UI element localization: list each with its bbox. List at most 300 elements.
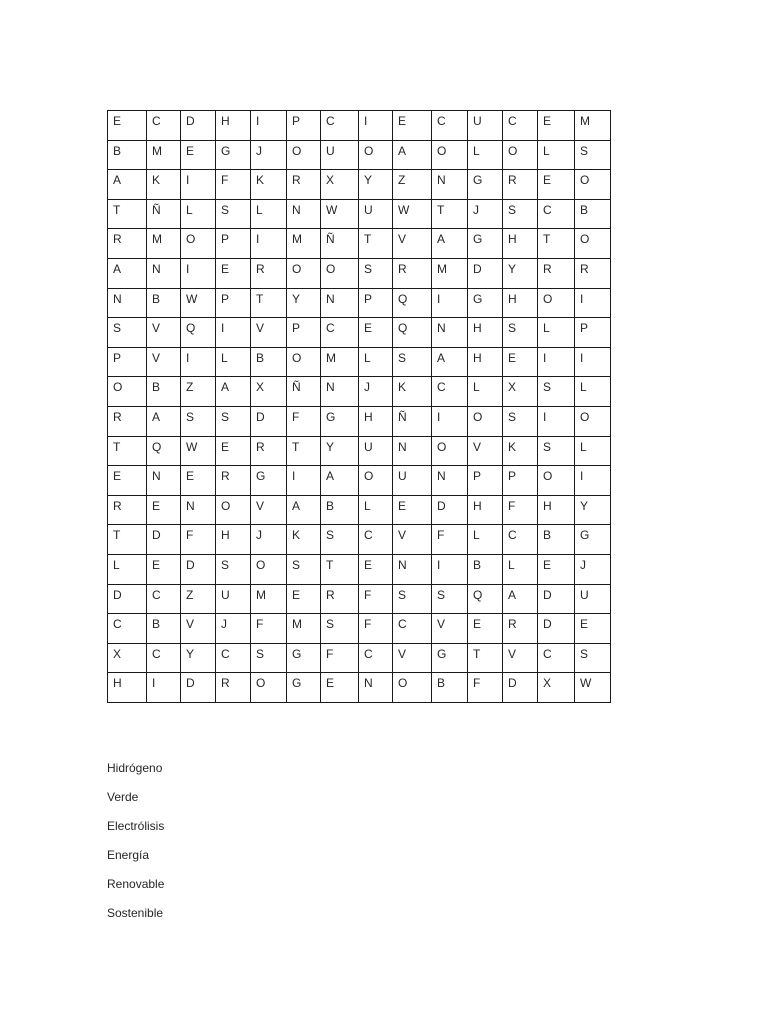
grid-cell: R [108, 406, 147, 436]
grid-cell: E [393, 495, 432, 525]
grid-cell: M [287, 229, 321, 259]
grid-cell: O [359, 466, 393, 496]
grid-cell: N [321, 377, 359, 407]
grid-cell: S [538, 436, 575, 466]
grid-cell: E [538, 111, 575, 141]
grid-cell: E [503, 347, 538, 377]
grid-cell: N [321, 288, 359, 318]
grid-cell: T [251, 288, 287, 318]
grid-cell: S [108, 318, 147, 348]
grid-cell: M [147, 140, 181, 170]
grid-cell: C [393, 614, 432, 644]
grid-cell: G [432, 643, 468, 673]
grid-cell: E [181, 466, 216, 496]
grid-cell: M [147, 229, 181, 259]
grid-cell: A [432, 229, 468, 259]
grid-cell: R [108, 495, 147, 525]
grid-cell: O [432, 436, 468, 466]
grid-row [108, 554, 611, 584]
grid-cell: G [216, 140, 251, 170]
grid-cell: B [251, 347, 287, 377]
grid-cell: A [321, 466, 359, 496]
grid-cell: B [538, 525, 575, 555]
grid-cell: C [538, 199, 575, 229]
grid-cell: F [359, 614, 393, 644]
grid-cell: L [538, 140, 575, 170]
grid-cell: U [468, 111, 503, 141]
grid-cell: V [503, 643, 538, 673]
grid-cell: Q [468, 584, 503, 614]
grid-cell: F [251, 614, 287, 644]
grid-cell: N [393, 554, 432, 584]
word-list-item: Verde [107, 790, 139, 804]
grid-cell: J [251, 140, 287, 170]
grid-cell: B [108, 140, 147, 170]
grid-cell: N [181, 495, 216, 525]
grid-cell: S [321, 614, 359, 644]
grid-cell: L [359, 495, 393, 525]
grid-cell: C [359, 643, 393, 673]
grid-cell: F [359, 584, 393, 614]
grid-cell: P [287, 111, 321, 141]
grid-cell: S [503, 318, 538, 348]
grid-cell: B [147, 377, 181, 407]
grid-cell: I [216, 318, 251, 348]
grid-cell: S [181, 406, 216, 436]
grid-cell: Z [181, 377, 216, 407]
grid-cell: R [538, 258, 575, 288]
grid-cell: H [468, 347, 503, 377]
grid-cell: O [468, 406, 503, 436]
grid-cell: R [393, 258, 432, 288]
grid-cell: O [251, 554, 287, 584]
grid-cell: C [108, 614, 147, 644]
grid-row [108, 584, 611, 614]
grid-row [108, 318, 611, 348]
grid-cell: M [575, 111, 611, 141]
grid-cell: S [393, 347, 432, 377]
grid-cell: T [108, 199, 147, 229]
grid-row [108, 406, 611, 436]
grid-cell: U [359, 199, 393, 229]
grid-cell: Y [575, 495, 611, 525]
word-list-item: Energía [107, 848, 150, 862]
grid-cell: S [575, 140, 611, 170]
grid-cell: E [108, 466, 147, 496]
grid-cell: S [251, 643, 287, 673]
grid-cell: B [321, 495, 359, 525]
grid-cell: V [147, 347, 181, 377]
grid-cell: A [147, 406, 181, 436]
grid-cell: C [359, 525, 393, 555]
grid-cell: J [251, 525, 287, 555]
grid-cell: O [432, 140, 468, 170]
grid-cell: V [251, 495, 287, 525]
grid-cell: C [147, 643, 181, 673]
grid-row [108, 347, 611, 377]
grid-cell: R [575, 258, 611, 288]
grid-cell: E [216, 436, 251, 466]
grid-cell: L [359, 347, 393, 377]
grid-cell: N [147, 466, 181, 496]
grid-cell: F [432, 525, 468, 555]
grid-cell: Ñ [321, 229, 359, 259]
grid-cell: I [251, 229, 287, 259]
grid-cell: H [359, 406, 393, 436]
grid-cell: I [251, 111, 287, 141]
grid-cell: I [575, 466, 611, 496]
grid-cell: O [538, 288, 575, 318]
grid-cell: D [468, 258, 503, 288]
grid-cell: B [147, 288, 181, 318]
grid-cell: C [216, 643, 251, 673]
grid-cell: I [575, 288, 611, 318]
grid-cell: O [575, 229, 611, 259]
grid-cell: K [503, 436, 538, 466]
grid-cell: V [147, 318, 181, 348]
grid-cell: T [359, 229, 393, 259]
grid-row [108, 673, 611, 703]
grid-cell: A [503, 584, 538, 614]
grid-cell: H [538, 495, 575, 525]
grid-row [108, 525, 611, 555]
grid-cell: J [359, 377, 393, 407]
grid-cell: Q [181, 318, 216, 348]
grid-cell: V [393, 643, 432, 673]
grid-cell: I [287, 466, 321, 496]
grid-row [108, 140, 611, 170]
grid-cell: F [321, 643, 359, 673]
grid-cell: I [575, 347, 611, 377]
grid-cell: B [575, 199, 611, 229]
grid-cell: A [108, 170, 147, 200]
grid-cell: A [393, 140, 432, 170]
grid-cell: X [251, 377, 287, 407]
grid-cell: P [468, 466, 503, 496]
grid-cell: B [432, 673, 468, 703]
word-list [107, 760, 164, 934]
grid-cell: G [287, 673, 321, 703]
grid-cell: L [575, 436, 611, 466]
grid-cell: T [287, 436, 321, 466]
grid-cell: L [108, 554, 147, 584]
grid-cell: A [216, 377, 251, 407]
grid-cell: O [287, 140, 321, 170]
grid-cell: S [216, 406, 251, 436]
grid-cell: E [216, 258, 251, 288]
grid-cell: U [359, 436, 393, 466]
grid-cell: X [503, 377, 538, 407]
grid-cell: E [538, 170, 575, 200]
grid-cell: E [359, 554, 393, 584]
grid-cell: I [181, 347, 216, 377]
grid-cell: B [147, 614, 181, 644]
grid-cell: V [251, 318, 287, 348]
grid-cell: N [147, 258, 181, 288]
grid-cell: C [503, 525, 538, 555]
word-list-item: Renovable [107, 877, 165, 891]
grid-cell: N [432, 170, 468, 200]
grid-cell: H [503, 288, 538, 318]
grid-cell: O [216, 495, 251, 525]
grid-cell: Y [359, 170, 393, 200]
grid-cell: I [147, 673, 181, 703]
grid-cell: A [287, 495, 321, 525]
grid-cell: T [468, 643, 503, 673]
grid-cell: X [108, 643, 147, 673]
grid-cell: N [287, 199, 321, 229]
grid-cell: I [432, 288, 468, 318]
grid-cell: A [432, 347, 468, 377]
grid-cell: A [108, 258, 147, 288]
grid-cell: T [108, 525, 147, 555]
grid-cell: S [503, 199, 538, 229]
grid-cell: S [216, 199, 251, 229]
grid-cell: E [393, 111, 432, 141]
grid-cell: C [147, 111, 181, 141]
grid-cell: J [216, 614, 251, 644]
grid-cell: P [575, 318, 611, 348]
grid-cell: E [147, 495, 181, 525]
grid-cell: S [393, 584, 432, 614]
grid-cell: I [432, 554, 468, 584]
grid-cell: O [181, 229, 216, 259]
grid-cell: P [108, 347, 147, 377]
grid-cell: U [575, 584, 611, 614]
grid-cell: V [393, 525, 432, 555]
grid-cell: Y [287, 288, 321, 318]
grid-cell: E [468, 614, 503, 644]
grid-cell: E [147, 554, 181, 584]
grid-cell: C [147, 584, 181, 614]
grid-cell: D [181, 554, 216, 584]
grid-row [108, 288, 611, 318]
grid-cell: I [181, 170, 216, 200]
grid-cell: L [503, 554, 538, 584]
grid-cell: F [287, 406, 321, 436]
grid-cell: R [287, 170, 321, 200]
grid-cell: V [181, 614, 216, 644]
grid-cell: F [216, 170, 251, 200]
grid-cell: J [468, 199, 503, 229]
grid-cell: N [359, 673, 393, 703]
grid-cell: K [393, 377, 432, 407]
grid-cell: L [181, 199, 216, 229]
grid-cell: I [538, 347, 575, 377]
grid-cell: O [538, 466, 575, 496]
grid-cell: F [468, 673, 503, 703]
grid-cell: Y [503, 258, 538, 288]
grid-cell: M [321, 347, 359, 377]
grid-cell: H [468, 495, 503, 525]
grid-cell: R [251, 258, 287, 288]
grid-cell: S [216, 554, 251, 584]
grid-row [108, 436, 611, 466]
grid-cell: G [575, 525, 611, 555]
word-list-item: Electrólisis [107, 819, 165, 833]
grid-cell: E [538, 554, 575, 584]
grid-cell: C [503, 111, 538, 141]
grid-cell: L [468, 377, 503, 407]
grid-cell: W [181, 288, 216, 318]
grid-cell: L [251, 199, 287, 229]
grid-cell: S [575, 643, 611, 673]
grid-cell: K [147, 170, 181, 200]
grid-cell: R [108, 229, 147, 259]
grid-cell: P [359, 288, 393, 318]
grid-row [108, 643, 611, 673]
grid-cell: Y [321, 436, 359, 466]
grid-cell: Y [181, 643, 216, 673]
grid-row [108, 199, 611, 229]
grid-cell: Q [393, 318, 432, 348]
grid-cell: F [181, 525, 216, 555]
grid-cell: Z [393, 170, 432, 200]
grid-cell: V [393, 229, 432, 259]
grid-cell: R [216, 466, 251, 496]
word-search-grid [107, 110, 611, 703]
grid-cell: I [432, 406, 468, 436]
grid-cell: Q [147, 436, 181, 466]
grid-cell: L [468, 140, 503, 170]
grid-cell: D [538, 584, 575, 614]
grid-cell: W [321, 199, 359, 229]
grid-cell: N [432, 318, 468, 348]
grid-cell: S [432, 584, 468, 614]
grid-cell: U [393, 466, 432, 496]
grid-cell: S [287, 554, 321, 584]
grid-cell: K [287, 525, 321, 555]
grid-cell: E [181, 140, 216, 170]
grid-cell: H [468, 318, 503, 348]
grid-cell: B [468, 554, 503, 584]
grid-cell: O [287, 258, 321, 288]
grid-row [108, 258, 611, 288]
grid-cell: E [359, 318, 393, 348]
grid-cell: R [503, 170, 538, 200]
grid-cell: E [321, 673, 359, 703]
grid-row [108, 170, 611, 200]
grid-cell: C [432, 111, 468, 141]
grid-cell: J [575, 554, 611, 584]
grid-cell: H [108, 673, 147, 703]
grid-cell: O [393, 673, 432, 703]
grid-cell: X [321, 170, 359, 200]
grid-cell: R [321, 584, 359, 614]
grid-cell: W [393, 199, 432, 229]
grid-cell: D [108, 584, 147, 614]
grid-cell: N [108, 288, 147, 318]
grid-cell: D [181, 673, 216, 703]
grid-cell: L [538, 318, 575, 348]
grid-cell: P [287, 318, 321, 348]
grid-cell: H [216, 111, 251, 141]
grid-cell: T [108, 436, 147, 466]
grid-cell: O [575, 170, 611, 200]
grid-cell: M [432, 258, 468, 288]
grid-cell: D [432, 495, 468, 525]
grid-cell: N [432, 466, 468, 496]
grid-cell: V [432, 614, 468, 644]
grid-cell: C [538, 643, 575, 673]
grid-cell: P [216, 288, 251, 318]
grid-cell: Ñ [287, 377, 321, 407]
grid-cell: U [216, 584, 251, 614]
grid-cell: G [321, 406, 359, 436]
grid-cell: S [359, 258, 393, 288]
grid-cell: E [108, 111, 147, 141]
grid-cell: S [503, 406, 538, 436]
grid-cell: W [181, 436, 216, 466]
grid-cell: R [503, 614, 538, 644]
grid-cell: I [538, 406, 575, 436]
grid-cell: R [251, 436, 287, 466]
grid-cell: T [321, 554, 359, 584]
grid-cell: S [538, 377, 575, 407]
grid-cell: Ñ [147, 199, 181, 229]
grid-cell: V [468, 436, 503, 466]
grid-cell: Z [181, 584, 216, 614]
grid-cell: O [359, 140, 393, 170]
grid-cell: O [108, 377, 147, 407]
grid-row [108, 377, 611, 407]
grid-row [108, 466, 611, 496]
grid-cell: C [321, 111, 359, 141]
grid-cell: O [503, 140, 538, 170]
grid-cell: O [251, 673, 287, 703]
grid-cell: L [575, 377, 611, 407]
grid-cell: G [251, 466, 287, 496]
grid-row [108, 614, 611, 644]
grid-cell: L [468, 525, 503, 555]
grid-cell: O [575, 406, 611, 436]
grid-cell: G [287, 643, 321, 673]
grid-cell: P [503, 466, 538, 496]
grid-cell: L [216, 347, 251, 377]
grid-cell: D [503, 673, 538, 703]
grid-cell: D [147, 525, 181, 555]
grid-cell: G [468, 170, 503, 200]
grid-cell: Ñ [393, 406, 432, 436]
grid-cell: N [393, 436, 432, 466]
grid-cell: E [287, 584, 321, 614]
grid-row [108, 229, 611, 259]
grid-cell: D [251, 406, 287, 436]
grid-cell: C [432, 377, 468, 407]
grid-cell: O [287, 347, 321, 377]
grid-cell: R [216, 673, 251, 703]
grid-cell: P [216, 229, 251, 259]
grid-cell: U [321, 140, 359, 170]
grid-cell: F [503, 495, 538, 525]
grid-cell: I [359, 111, 393, 141]
grid-row [108, 495, 611, 525]
grid-cell: K [251, 170, 287, 200]
grid-cell: D [181, 111, 216, 141]
grid-cell: H [503, 229, 538, 259]
grid-cell: O [321, 258, 359, 288]
grid-cell: X [538, 673, 575, 703]
grid-cell: C [321, 318, 359, 348]
grid-cell: D [538, 614, 575, 644]
grid-row [108, 111, 611, 141]
grid-cell: T [432, 199, 468, 229]
grid-cell: S [321, 525, 359, 555]
grid-cell: H [216, 525, 251, 555]
grid-cell: G [468, 229, 503, 259]
grid-cell: W [575, 673, 611, 703]
grid-cell: M [287, 614, 321, 644]
